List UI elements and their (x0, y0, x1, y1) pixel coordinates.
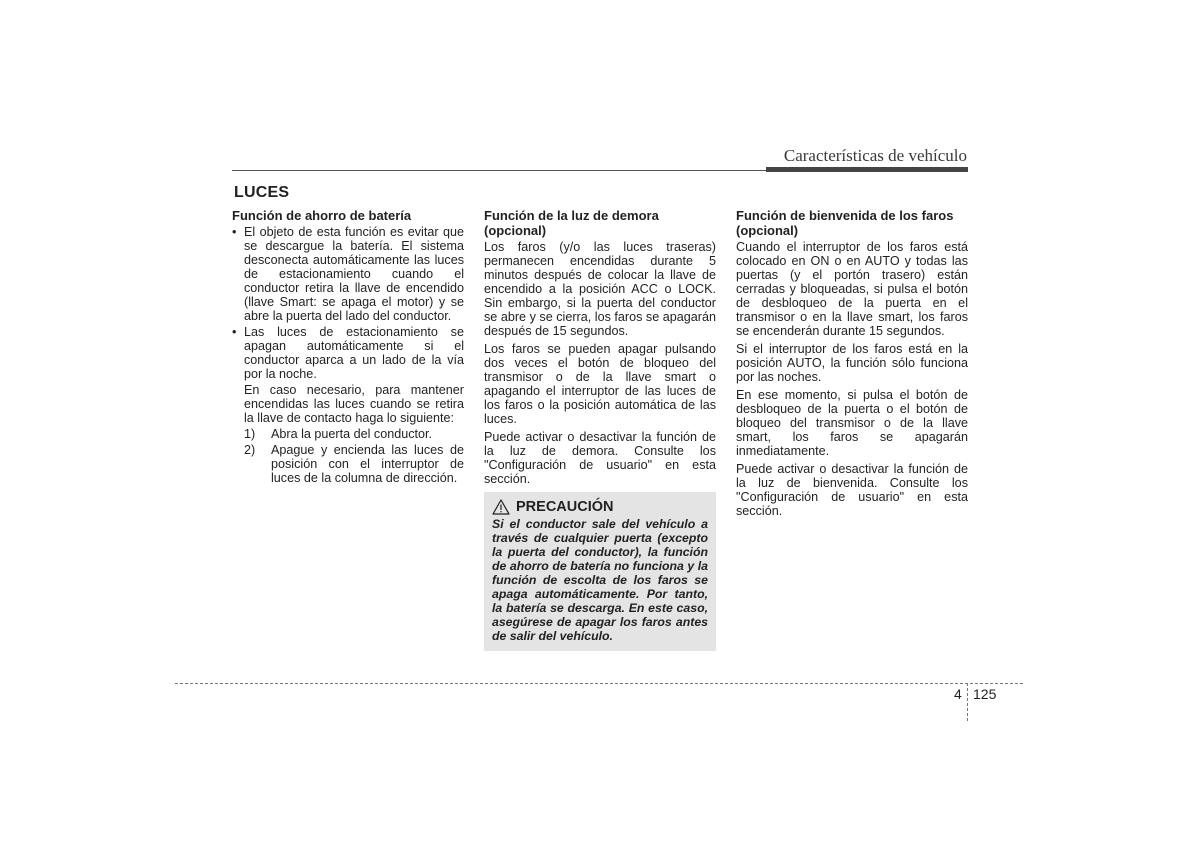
running-header: Características de vehículo (783, 146, 967, 165)
step-text: Abra la puerta del conductor. (271, 427, 433, 441)
caution-box (484, 492, 716, 651)
footer-divider (967, 683, 968, 721)
list-item-text: El objeto de esta función es evitar que se descargue la batería. El sistema desconecta automáticamente las luces de estacionamiento cuando el conductor retira la llave de encendido (llave Smart: se apaga el motor) y se abre la puerta del lado del conductor. (244, 225, 464, 323)
step-item (244, 443, 464, 485)
bullet-dot-icon: • (232, 325, 237, 339)
step-item (244, 427, 464, 441)
paragraph: En ese momento, si pulsa el botón de desbloqueo de la puerta o el botón de bloqueo del transmisor o de la llave smart, los faros se apagarán inmediatamente. (736, 388, 968, 458)
step-number: 2) (244, 443, 256, 457)
paragraph: Los faros se pueden apagar pulsando dos veces el botón de bloqueo del transmisor o de la llave smart o apagando el interruptor de las luces de los faros o la posición automática de las luces. (484, 342, 716, 426)
paragraph: Cuando el interruptor de los faros está colocado en ON o en AUTO y todas las puertas (y el portón trasero) están cerradas y bloqueadas, si pulsa el botón de desbloqueo de la puerta en el transmisor o en la llave smart, los faros se encenderán durante 15 segundos. (736, 240, 968, 338)
heading-welcome-light: Función de bienvenida de los faros (opcional) (736, 208, 954, 238)
paragraph: Puede activar o desactivar la función de la luz de demora. Consulte los "Configuración de usuario" en esta sección. (484, 430, 716, 486)
caution-title: PRECAUCIÓN (516, 499, 614, 515)
step-text: Apague y encienda las luces de posición con el interruptor de luces de la columna de dirección. (271, 443, 464, 485)
header-rule-accent (766, 167, 968, 172)
footer-rule (175, 683, 1023, 684)
heading-delay-light: Función de la luz de demora (opcional) (484, 208, 659, 238)
warning-triangle-icon (492, 499, 510, 515)
list-item (232, 225, 464, 323)
list-item-text: Las luces de estacionamiento se apagan automáticamente si el conductor aparca a un lado de la vía por la noche. (244, 325, 464, 381)
paragraph: Puede activar o desactivar la función de la luz de bienvenida. Consulte los "Configuración de usuario" en esta sección. (736, 462, 968, 518)
caution-header (492, 499, 708, 515)
section-title: LUCES (234, 184, 290, 201)
paragraph: En caso necesario, para mantener encendidas las luces cuando se retira la llave de contacto haga lo siguiente: (244, 383, 464, 425)
heading-battery-saver: Función de ahorro de batería (232, 208, 412, 223)
list-item (232, 325, 464, 381)
caution-text: Si el conductor sale del vehículo a través de cualquier puerta (excepto la puerta del conductor), la función de ahorro de batería no funciona y la función de escolta de los faros se apaga automáticamente. Por tanto, la batería se descarga. En este caso, asegúrese de apagar los faros antes de salir del vehículo. (492, 517, 708, 643)
column-delay-light (484, 208, 716, 651)
step-number: 1) (244, 427, 256, 441)
column-battery-saver (232, 208, 464, 487)
column-welcome-light (736, 208, 968, 522)
paragraph: Si el interruptor de los faros está en la posición AUTO, la función sólo funciona por las noches. (736, 342, 968, 384)
chapter-number: 4 (954, 686, 962, 702)
page-number: 125 (973, 686, 997, 702)
bullet-dot-icon: • (232, 225, 237, 239)
paragraph: Los faros (y/o las luces traseras) permanecen encendidas durante 5 minutos después de colocar la llave de encendido a la posición ACC o LOCK. Sin embargo, si la puerta del conductor se abre y se cierra, los faros se apagarán después de 15 segundos. (484, 240, 716, 338)
